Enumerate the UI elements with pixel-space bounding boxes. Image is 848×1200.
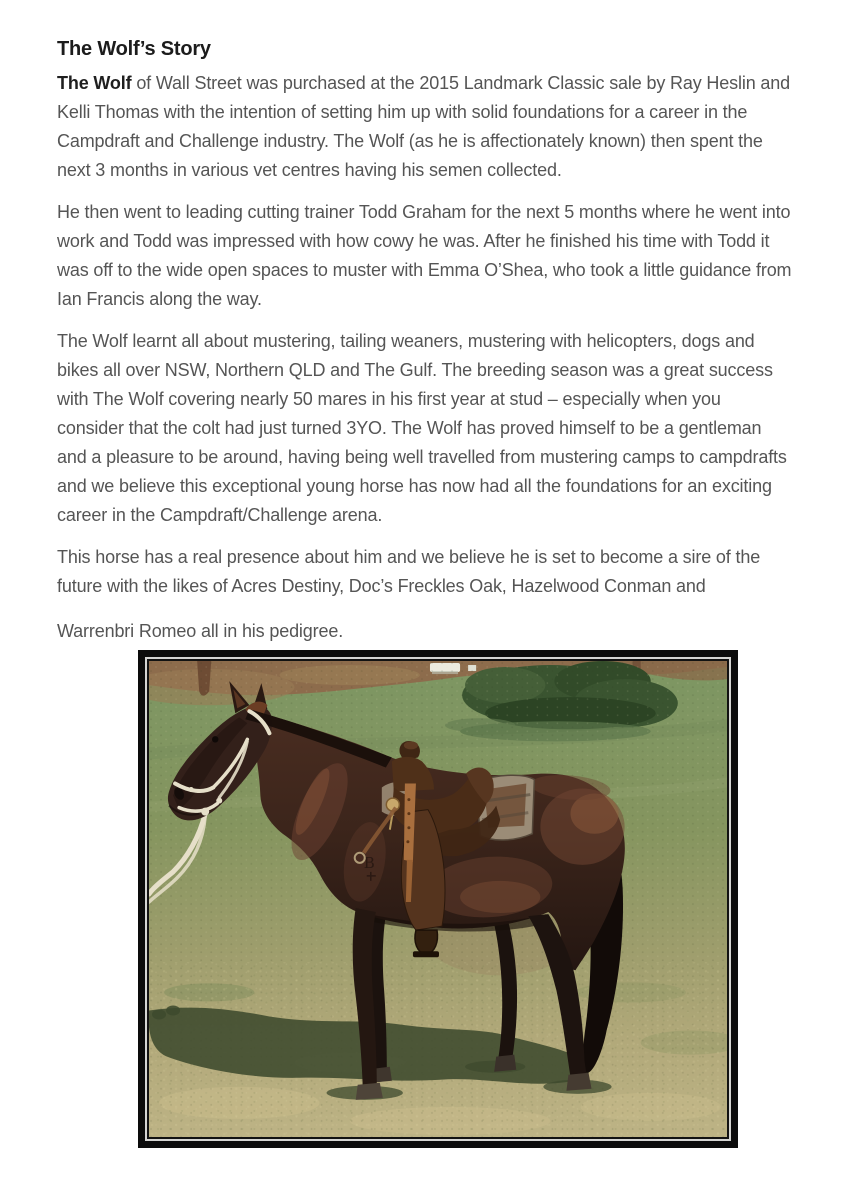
paragraph-text: He then went to leading cutting trainer Todd Graham for the next 5 months where he went into work and Todd was impressed with how cowy he was. After he finished his time with Todd it was off to the wide open spaces to muster with Emma O’Shea, who took a little guidance from Ian Francis along the way. <box>57 202 792 309</box>
paragraph-text: Warrenbri Romeo all in his pedigree. <box>57 621 344 641</box>
paragraph <box>57 69 792 185</box>
horse-eye <box>212 736 218 742</box>
paragraph-text: The Wolf learnt all about mustering, tailing weaners, mustering with helicopters, dogs and bikes all over NSW, Northern QLD and The Gulf. The breeding season was a great success with The Wolf covering nearly 50 mares in his first year at stud – especially when you consider that the colt had just turned 3YO. The Wolf has proved himself to be a gentleman and a pleasure to be around, having being well travelled from mustering camps to campdrafts and we believe this exceptional young horse has now had all the foundations for an exciting career in the Campdraft/Challenge arena. <box>57 331 787 525</box>
paragraph <box>57 543 792 601</box>
horse-photo-frame <box>138 650 738 1148</box>
page-title: The Wolf’s Story <box>57 38 211 60</box>
paragraph-text: This horse has a real presence about him and we believe he is set to become a sire of the future with the likes of Acres Destiny, Doc’s Freckles Oak, Hazelwood Conman and <box>57 547 761 596</box>
paragraph <box>57 198 792 314</box>
paragraph-lead-bold: The Wolf <box>57 73 132 93</box>
photo-inner-light-border <box>145 657 731 1141</box>
paragraph-text: of Wall Street was purchased at the 2015 Landmark Classic sale by Ray Heslin and Kelli Thomas with the intention of setting him up with solid foundations for a career in the Campdraft and Challenge industry. The Wolf (as he is affectionately known) then spent the next 3 months in various vet centres having his semen collected. <box>57 73 790 180</box>
photo-inner-dark-border <box>147 659 729 1139</box>
svg-text:B: B <box>363 853 375 872</box>
horse-photo <box>149 661 727 1137</box>
story-text-column <box>57 36 792 659</box>
paragraph <box>57 617 792 646</box>
paragraph <box>57 327 792 530</box>
